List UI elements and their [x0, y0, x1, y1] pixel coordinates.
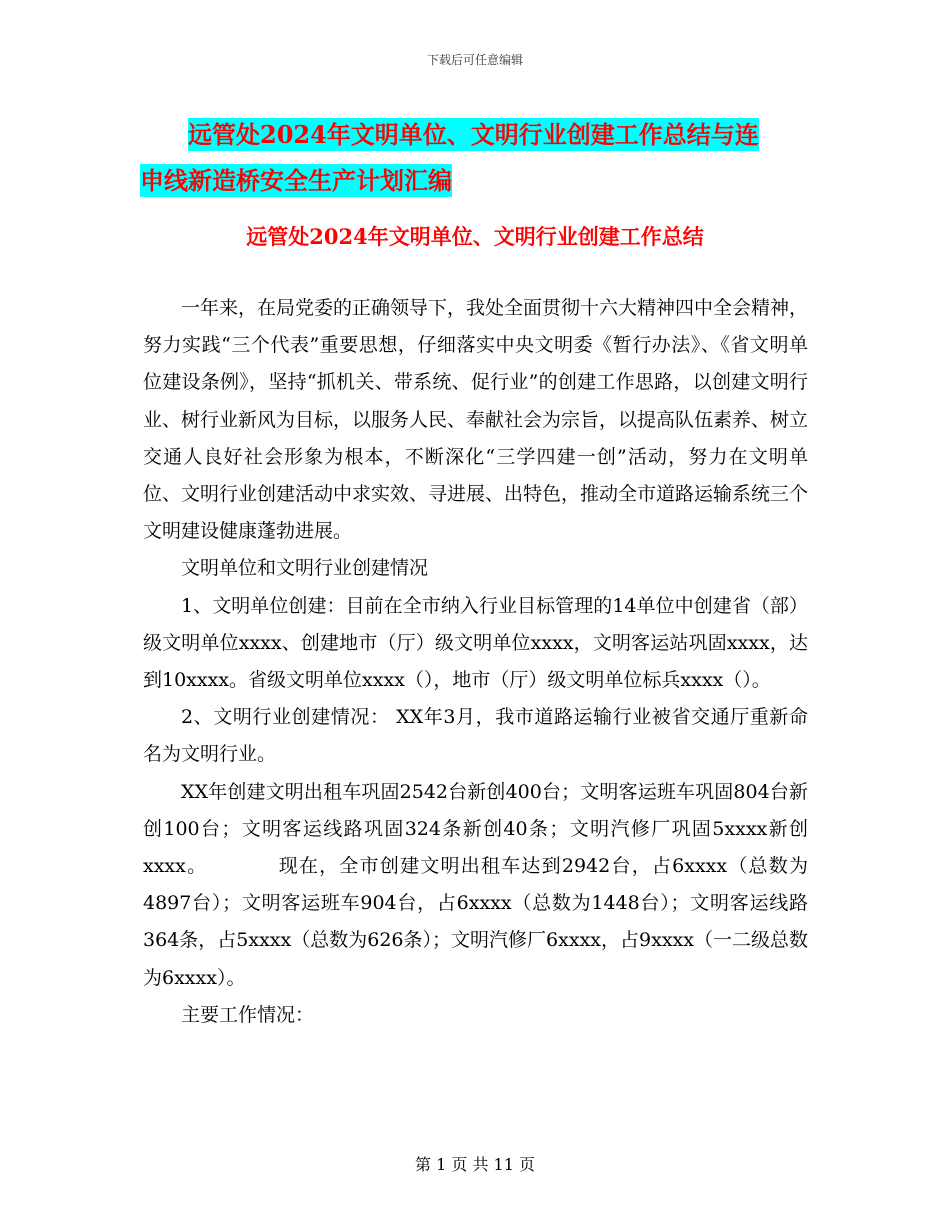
page-number: 第 1 页 共 11 页 [415, 1155, 535, 1174]
body-paragraph-main-work: 主要工作情况： [181, 1003, 315, 1026]
document-title-line-2-text: 申线新造桥安全生产计划汇编 [140, 166, 452, 195]
body-paragraph-intro: 一年来，在局党委的正确领导下，我处全面贯彻十六大精神四中全会精神，努力实践“三个代表”重要思想，仔细落实中央文明委《暂行办法》、《省文明单位建设条例》，坚持“抓机关、带系统、促行业”的创建工作思路，以创建文明行业、树行业新风为目标，以服务人民、奉献社会为宗旨，以提高队伍素养、树立交通人良好社会形象为根本，不断深化“三学四建一创”活动，努力在文明单位、文明行业创建活动中求实效、寻进展、出特色，推动全市道路运输系统三个文明建设健康蓬勃进展。 [143, 297, 809, 543]
document-body [143, 290, 808, 1034]
document-title-line-1-text: 远管处2024年文明单位、文明行业创建工作总结与连 [188, 120, 759, 149]
body-paragraph-unit-creation: 1、文明单位创建：目前在全市纳入行业目标管理的14单位中创建省（部）级文明单位xxxx、创建地市（厅）级文明单位xxxx，文明客运站巩固xxxx，达到10xxxx。省级文明单位xxxx（），地市（厅）级文明单位标兵xxxx（）。 [143, 594, 808, 692]
body-paragraph-heading-creation: 文明单位和文明行业创建情况 [181, 557, 429, 580]
document-title [140, 112, 840, 204]
body-paragraph-industry-creation: 2、文明行业创建情况： XX年3月，我市道路运输行业被省交通厅重新命名为文明行业。 [143, 706, 808, 766]
section-title: 远管处2024年文明单位、文明行业创建工作总结 [246, 224, 704, 249]
body-paragraph-statistics: XX年创建文明出租车巩固2542台新创400台；文明客运班车巩固804台新创100台；文明客运线路巩固324条新创40条；文明汽修厂巩固5xxxx新创xxxx。 现在，全市创建文明出租车达到2942台，占6xxxx（总数为4897台）；文明客运班车904台，占6xxxx（总数为1448台）；文明客运线路364条，占5xxxx（总数为626条）；文明汽修厂6xxxx，占9xxxx（一二级总数为6xxxx）。 [143, 780, 808, 989]
document-title-line-1 [140, 112, 840, 158]
page-header-note: 下载后可任意编辑 [426, 53, 523, 67]
document-title-line-2 [140, 158, 840, 204]
